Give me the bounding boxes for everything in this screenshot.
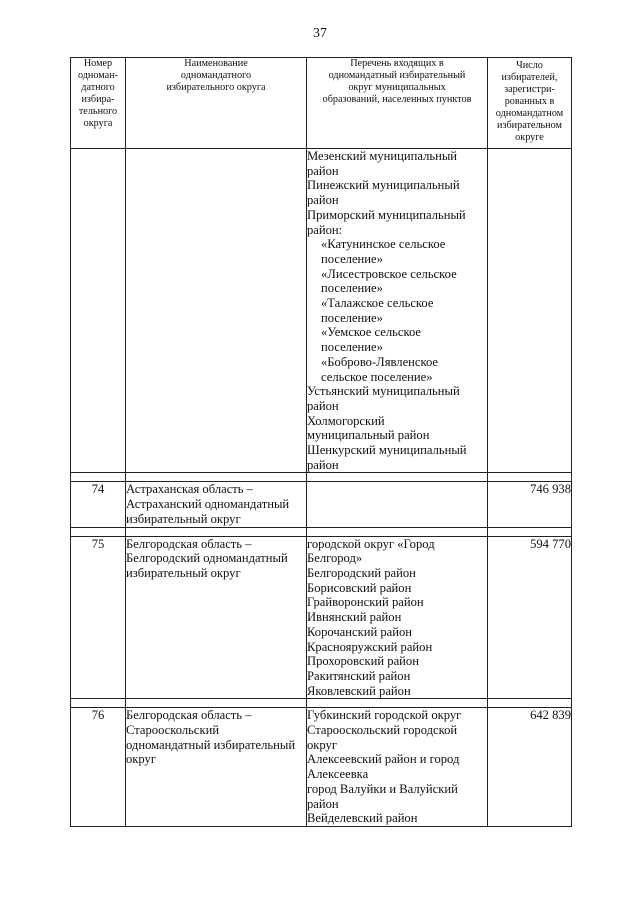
table-row-continuation xyxy=(71,149,572,473)
voters-count: 642 839 xyxy=(488,708,572,827)
municipalities-list xyxy=(307,482,488,527)
municipalities-list: Мезенский муниципальный район Пинежский муниципальный район Приморский муниципальный район: «Катунинское сельское поселение» «Лисестровское сельское поселение» «Талажское сельское поселение» «Уемское сельское поселение» «Боброво-Лявленское сельское поселение» Устьянский муниципальный район Холмогорский муниципальный район Шенкурский муниципальный район xyxy=(307,149,488,473)
voters-count: 594 770 xyxy=(488,536,572,699)
district-number: 75 xyxy=(71,536,126,699)
district-name: Астраханская область – Астраханский одномандатный избирательный округ xyxy=(126,482,307,527)
header-voters-count: Число избирателей, зарегистри- рованных в одномандатном избирательном округе xyxy=(488,58,572,149)
table-row-74 xyxy=(71,482,572,527)
header-district-name: Наименование одномандатного избирательного округа xyxy=(126,58,307,149)
voters-count: 746 938 xyxy=(488,482,572,527)
header-district-number: Номер одноман- датного избира- тельного округа xyxy=(71,58,126,149)
municipalities-list: Губкинский городской округ Старооскольский городской округ Алексеевский район и город Алексеевка город Валуйки и Валуйский район Вейделевский район xyxy=(307,708,488,827)
table-row-75 xyxy=(71,536,572,699)
table-row-76 xyxy=(71,708,572,827)
district-number: 74 xyxy=(71,482,126,527)
header-municipalities-list: Перечень входящих в одномандатный избирательный округ муниципальных образований, населенных пунктов xyxy=(307,58,488,149)
table-header-row xyxy=(71,58,572,149)
municipalities-list: городской округ «Город Белгород» Белгородский район Борисовский район Грайворонский район Ивнянский район Корочанский район Краснояружский район Прохоровский район Ракитянский район Яковлевский район xyxy=(307,536,488,699)
page-number: 37 xyxy=(313,26,327,41)
districts-table xyxy=(70,57,572,827)
district-number: 76 xyxy=(71,708,126,827)
district-name: Белгородская область – Старооскольский одномандатный избирательный округ xyxy=(126,708,307,827)
district-name: Белгородская область – Белгородский одномандатный избирательный округ xyxy=(126,536,307,699)
